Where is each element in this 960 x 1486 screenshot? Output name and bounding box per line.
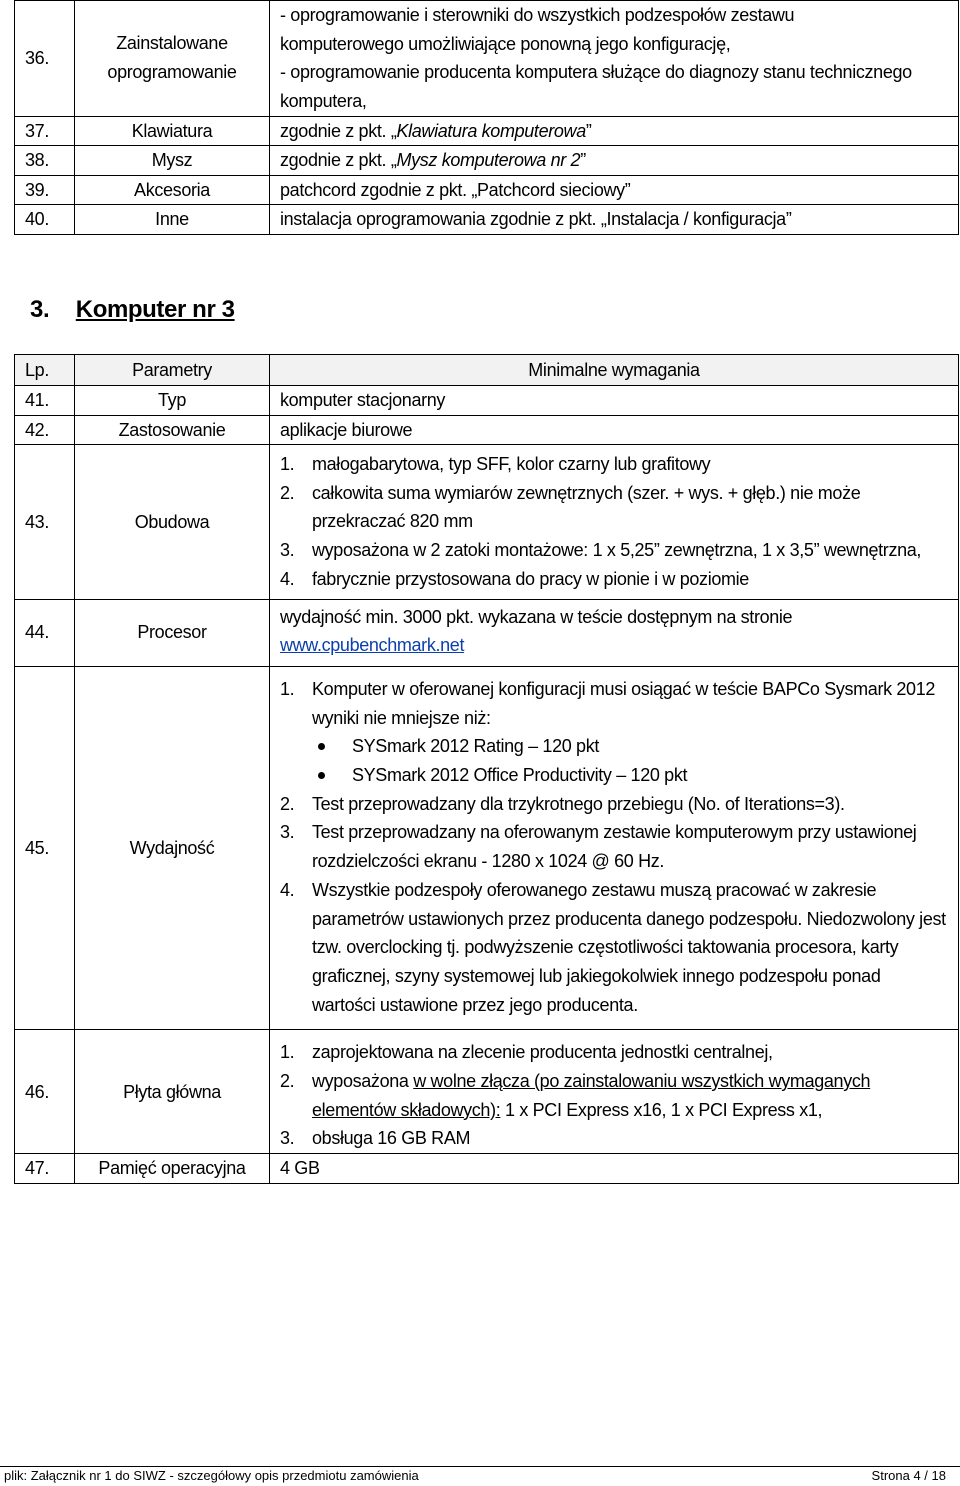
table-row [15, 386, 959, 416]
requirement-text: komputer stacjonarny [270, 386, 959, 416]
bullet-item: SYSmark 2012 Office Productivity – 120 pkt [280, 761, 948, 790]
param-name: Mysz [75, 146, 270, 176]
param-name: Akcesoria [75, 175, 270, 205]
param-name: Zastosowanie [75, 415, 270, 445]
requirement-list [270, 666, 959, 1029]
table-row [15, 415, 959, 445]
table-row [15, 445, 959, 600]
list-item: 2. wyposażona w wolne złącza (po zainstalowaniu wszystkich wymaganych elementów składowych): 1 x PCI Express x16, 1 x PCI Express x1, [280, 1071, 871, 1120]
requirement-text: wydajność min. 3000 pkt. wykazana w teście dostępnym na stronie www.cpubenchmark.net [270, 599, 959, 666]
param-name: Procesor [75, 599, 270, 666]
param-name: Zainstalowane oprogramowanie [75, 1, 270, 117]
param-name: Płyta główna [75, 1030, 270, 1154]
footer-divider [0, 1466, 960, 1467]
table-row [15, 205, 959, 235]
list-item: 2. całkowita suma wymiarów zewnętrznych (szer. + wys. + głęb.) nie może przekraczać 820 mm [280, 482, 861, 532]
row-number: 43. [15, 445, 75, 600]
header-lp: Lp. [15, 355, 75, 386]
spec-table-computer-3 [14, 354, 959, 1184]
list-item: 4. fabrycznie przystosowana do pracy w pionie i w poziomie [280, 568, 749, 589]
param-name: Wydajność [75, 666, 270, 1029]
spec-table-continued [14, 0, 959, 235]
table-row [15, 599, 959, 666]
row-number: 46. [15, 1030, 75, 1154]
requirement-text: aplikacje biurowe [270, 415, 959, 445]
header-requirements: Minimalne wymagania [270, 355, 959, 386]
requirement-text: zgodnie z pkt. „Mysz komputerowa nr 2” [270, 146, 959, 176]
requirement-text: zgodnie z pkt. „Klawiatura komputerowa” [270, 116, 959, 146]
table-row [15, 175, 959, 205]
row-number: 41. [15, 386, 75, 416]
requirement-text: instalacja oprogramowania zgodnie z pkt. „Instalacja / konfiguracja” [270, 205, 959, 235]
cpubenchmark-link[interactable]: www.cpubenchmark.net [280, 635, 465, 656]
requirement-text: - oprogramowanie i sterowniki do wszystkich podzespołów zestawu komputerowego umożliwiające ponowną jego konfigurację, - oprogramowanie producenta komputera służące do diagnozy stanu technicznego komputera, [270, 1, 959, 117]
row-number: 36. [15, 1, 75, 117]
row-number: 47. [15, 1154, 75, 1184]
param-name: Obudowa [75, 445, 270, 600]
table-row [15, 146, 959, 176]
list-item: 1. Komputer w oferowanej konfiguracji musi osiągać w teście BAPCo Sysmark 2012 wyniki nie mniejsze niż: [280, 678, 936, 728]
bullet-item: SYSmark 2012 Rating – 120 pkt [280, 732, 948, 761]
requirement-list [270, 1030, 959, 1154]
requirement-text: patchcord zgodnie z pkt. „Patchcord sieciowy” [270, 175, 959, 205]
row-number: 42. [15, 415, 75, 445]
list-item: 1. małogabarytowa, typ SFF, kolor czarny lub grafitowy [280, 454, 711, 474]
bullet-icon [318, 772, 325, 779]
list-item: 3. obsługa 16 GB RAM [280, 1128, 471, 1149]
list-item: 2. Test przeprowadzany dla trzykrotnego przebiegu (No. of Iterations=3). [280, 793, 845, 814]
row-number: 37. [15, 116, 75, 146]
requirement-text: 4 GB [270, 1154, 959, 1184]
table-header-row [15, 355, 959, 386]
table-row [15, 1030, 959, 1154]
row-number: 44. [15, 599, 75, 666]
requirement-list [270, 445, 959, 600]
page-number: Strona 4 / 18 [871, 1468, 946, 1483]
table-row [15, 666, 959, 1029]
section-heading: 3. Komputer nr 3 [30, 296, 235, 323]
list-item: 3. Test przeprowadzany na oferowanym zestawie komputerowym przy ustawionej rozdzielczości ekranu - 1280 x 1024 @ 60 Hz. [280, 822, 917, 872]
bullet-icon [318, 743, 325, 750]
row-number: 40. [15, 205, 75, 235]
footer-filename: plik: Załącznik nr 1 do SIWZ - szczegółowy opis przedmiotu zamówienia [4, 1468, 419, 1483]
param-name: Klawiatura [75, 116, 270, 146]
row-number: 45. [15, 666, 75, 1029]
param-name: Pamięć operacyjna [75, 1154, 270, 1184]
header-params: Parametry [75, 355, 270, 386]
row-number: 39. [15, 175, 75, 205]
table-row [15, 1154, 959, 1184]
list-item: 3. wyposażona w 2 zatoki montażowe: 1 x 5,25” zewnętrzna, 1 x 3,5” wewnętrzna, [280, 540, 922, 561]
row-number: 38. [15, 146, 75, 176]
param-name: Typ [75, 386, 270, 416]
param-name: Inne [75, 205, 270, 235]
list-item: 1. zaprojektowana na zlecenie producenta jednostki centralnej, [280, 1042, 773, 1063]
table-row [15, 1, 959, 117]
list-item: 4. Wszystkie podzespoły oferowanego zestawu muszą pracować w zakresie parametrów ustawionych przez producenta danego podzespołu. Niedozwolony jest tzw. overclocking tj. podwyższenie częstotliwości taktowania procesora, karty graficznej, szyny systemowej lub jakiegokolwiek innego podzespołu ponad wartości ustawione przez jego producenta. [280, 879, 946, 1015]
table-row [15, 116, 959, 146]
